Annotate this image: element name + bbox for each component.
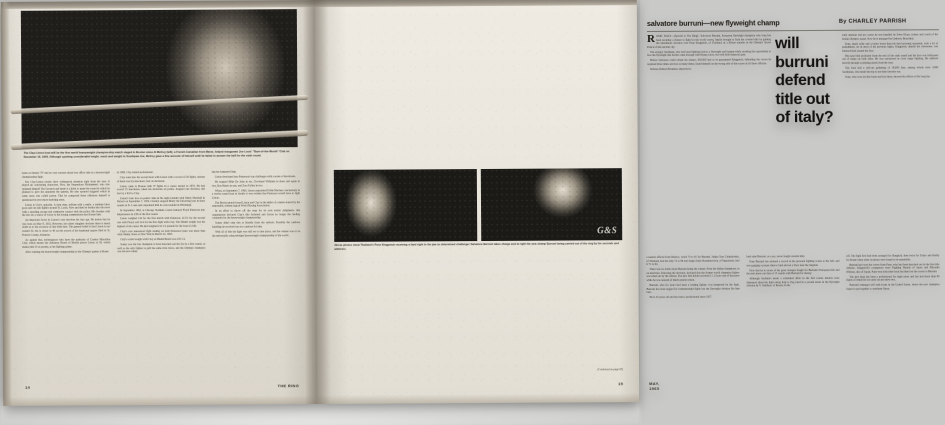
right-page-number: 15 xyxy=(618,381,624,387)
right-bottom-column-2 xyxy=(746,255,840,374)
body-paragraph: Burruni's manager will seek bouts in the United States, where the new champion hopes to put together a consistent flurry. xyxy=(846,283,940,291)
body-paragraph: Pone, who won six title bouts and lost three, showed the effects of his long lay- xyxy=(845,74,931,79)
article-kicker: salvatore burruni—new flyweight champ xyxy=(646,18,780,28)
body-paragraph: arena on theatre TV and no vast concern about box office take in a heavyweight championship fight. xyxy=(21,171,110,179)
deck-line-5: of italy? xyxy=(775,108,834,127)
body-paragraph: ROME, ITALY—(Special to The Ring)—Salvatore Burruni, European flyweight champion who long has been awaiting a chance to fight for the world crown, finally brought to Italy the coveted title by gaining the unanimous decision over Pone Kingpetch, of Thailand, in a fifteen rounder in the Olympic Sports Palace of this ancient city. xyxy=(646,32,772,49)
photo-watermark: G&S xyxy=(597,225,618,236)
right-far-column xyxy=(842,33,939,146)
left-page-text-columns xyxy=(22,170,301,377)
left-footer-magazine-name: THE RING xyxy=(277,383,300,389)
body-paragraph: His nose bled profusely from the end of the sixth round and his face was ballooned out of shape on both sides. He was outclassed in close range fighting. He suffered heavily through a pressing attack from the start. xyxy=(842,53,939,65)
body-paragraph: Liston's lone loss on points came in his eight rounder with Marty Marshall in Detroit on September 7, 1954. Charley stopped Marty the following year in three rounds in St. Louis and outpointed him in a ten rounder in Pittsburgh. xyxy=(116,196,206,208)
right-lead-column xyxy=(647,34,772,147)
body-paragraph: Now that he is aware of his great changes fought for Burruni's European title and the next move out date of 15 rounds with Burruni for money. xyxy=(746,268,840,276)
body-paragraph: off. The fight first had been arranged for Bangkok, then twice for Tokyo and finally for Rome when other locations were found to be unsuitable. xyxy=(846,254,940,262)
right-page-far-column xyxy=(842,33,939,146)
body-paragraph: Clay's scaled weight with Clay at Miami Beach was 210 1/2. xyxy=(120,238,186,242)
deck-line-3: defend xyxy=(775,71,826,90)
body-paragraph: Clay went into the second bout with Liston with a record of 20 fights, sixteen of them won by knockout, four on decisions. xyxy=(116,175,205,183)
left-column-2 xyxy=(117,171,206,377)
left-page-number: 14 xyxy=(25,384,31,390)
body-paragraph: early amateur and pro career he was handled by Steve Klaus, trainer and coach of the Italian Olympic squad. Now he is managed by Umberto Branchini. xyxy=(841,33,938,41)
body-paragraph: Before Salvatore could obtain his chance, $50,000 had to be guaranteed Kingpetch, defending the crown he regained three times and lost as many times, found himself on the wrong side of the scores of all three officials. xyxy=(647,58,772,66)
body-paragraph: In September 1962, at Chicago Stadium, Liston battered Floyd Patterson into helplessness in 2:06 of the first round. xyxy=(117,208,206,216)
body-paragraph: Pone, much taller and a better boxer than his hard pressing opponent, took a lot of punishment. As in most of his previous fights, Kingpetch, despite his cleverness, was battered hard around the face. xyxy=(842,41,939,53)
left-column-1 xyxy=(22,171,111,377)
right-page xyxy=(315,0,940,404)
body-paragraph: He stopped Mike De John in six, Cleveland Williams in three and again in two, Roy Harris in one, and Zora Folley in two. xyxy=(211,180,300,188)
right-bottom-column-1 xyxy=(646,255,740,374)
body-paragraph: Liston developed into Patterson's top challenger with a series of knockouts. xyxy=(214,175,296,179)
body-paragraph: Sonny didn't take this at blandly from the setback. Possibly the cautious handling he received was too cautious for him. xyxy=(212,221,301,229)
left-bottom-edge xyxy=(3,395,317,406)
photo-grain xyxy=(21,9,298,149)
right-bottom-column-3 xyxy=(846,254,940,373)
right-photos-caption: Above photos show Thailand's Pone Kingpetch receiving a hard right to the jaw as determined challenger Salvatore Burruni takes charge and at right the new champ Burruni being carried out of the ring by his seconds and admirers. xyxy=(334,242,619,251)
clay-liston-ring-photo xyxy=(21,9,298,149)
body-paragraph: The bout had a sell-out gathering of 18,000 fans, among whom were 3,000 Sardinians, who made the trip to see their favorite son. xyxy=(842,66,939,74)
body-paragraph: The scrappy Sardinian, who had been fighting both as a flyweight and bantam while awaiting the opportunity to face the flyweight title holder came through with flying colors, but with little financial gain. xyxy=(647,50,772,58)
body-paragraph: With all of this the fight was still set to take place, and the winner was to be the universally acknowledged heavyweight championship of the world. xyxy=(212,230,301,238)
body-paragraph: The new king has been a professional for eight years and has had more than 90 fights of which he lost only six and drew two. xyxy=(846,274,940,283)
body-paragraph: When, on September 7, 1960, Liston outpointed Eddie Machen conclusively in a twelve round bout in Seattle it was evident that Patterson would have to fight Liston. xyxy=(211,188,300,200)
right-page-text-columns xyxy=(646,254,941,374)
left-photo-caption: The Clay-Liston bout will be the first world heavyweight championship match staged in Boston since Al McCoy (left), a French-Canadian from Maine, helped inaugurate Joe Louis' "Bum-of-the-Month" Club on December 16, 1940. Although spotting considerable height, reach and weight to Southpaw Joe, McCoy gave a fine account of himself until he failed to answer the bell for the sixth round. xyxy=(23,150,290,159)
burruni-carried-from-ring-photo xyxy=(481,168,622,241)
right-page-lead-column xyxy=(647,34,772,147)
headline-rule xyxy=(647,29,939,32)
body-paragraph: Sonny was the last champion to have knocked out his foe in a first round, as well as the only fighter to pull the same trick twice, and the Olympic champion was the new talent. xyxy=(117,242,206,254)
article-deck-headline xyxy=(775,35,842,128)
body-paragraph: After winning the heavyweight championship in the Olympic games at Rome xyxy=(25,250,109,254)
body-paragraph: An important factor in Liston's case involves his true age. He insists that he was born on May 8, 1932. However, his oldest daughter declares there is much doubt as to the accuracy of that birth date. The general belief is that Liston is not around 32, but is closer to 40 on the record of his baptismal papers filed in St. Francis County, Arkansas. xyxy=(22,218,111,237)
deck-line-1: will xyxy=(774,35,800,53)
left-page xyxy=(1,0,317,406)
page-top-binding-strip xyxy=(1,0,315,9)
body-paragraph: a neutral official from Mexico, voted 74 to 61 for Burruni. Judge Chas Chiakaloskis, of Thailand, had the tally 72 to 68 and Judge Zeljic Bozimirovitch, of Yugoslavia, had it 71 to 64. xyxy=(646,255,740,267)
body-paragraph: In an effort to throw off the onus for its own erratic judgments, this organization declared Clay's title forfeited and Liston no longer the leading contender for the heavyweight championship. xyxy=(212,209,301,221)
left-spine-shadow xyxy=(1,2,12,406)
body-paragraph: Burruni had won the crown from Pone, who had been knocked out in the first title defense. Kingpetch's conquerors were Fighting Harada of Japan and Hiroyuki Ebihara, also of Japan. Pone won both titles back but then lost the crown to Burruni. xyxy=(846,262,940,274)
body-paragraph: land saint Burruni, as a pro, never fought outside Italy. xyxy=(746,255,805,259)
photo-grain xyxy=(334,169,477,242)
magazine-spread xyxy=(1,0,940,406)
body-paragraph: Liston weighed 214 for the first match with Patterson, 215% for the second one with Floyd, and 214 for the first fight with Clay. The Miami weight was the highest of his career. He had weighed 212 1/2 pounds for the bout at 2:06. xyxy=(117,217,206,228)
body-paragraph: He is 32 years old and has been a professional since 1957. xyxy=(649,295,713,300)
body-paragraph: in 1960, Clay turned professional. xyxy=(116,171,154,175)
body-paragraph: The Clay-Liston rivalry drew widespread attention right from the start. It played up contrasting characters. First, the Stupendous Mohammed, who also renamed himself The Greatest and made it a habit to name the round in which he planned to give his opponent the quietus. He also spouted doggerel which in some areas was called poetry. That he composed these effusions himself is questioned in ever more doubting areas. xyxy=(21,179,110,202)
body-paragraph: Burruni, who for years had been a leading fighter, was hampered by the fight. Burruni has been tagged for bantamweight fights but the flyweight division fits him best. xyxy=(646,283,740,295)
body-paragraph: ing has hampered him. xyxy=(211,170,237,174)
right-page-top-binding-strip xyxy=(315,0,637,7)
kingpetch-burruni-action-photo xyxy=(334,169,477,242)
body-paragraph: The Boston match found Liston and Clay in the midst of a melee started by the suspended, seldom logical World Boxing Association. xyxy=(212,200,301,208)
left-column-3 xyxy=(212,170,301,376)
continued-note: (Continued on page 63) xyxy=(597,368,624,372)
right-footer-issue-date: MAY, 1965 xyxy=(649,380,660,391)
deck-line-2: burruni xyxy=(775,53,829,71)
body-paragraph: Liston is Clay's opposite. A dour man, seldom with a smile, a onetime labor goon and cut-rate fighter around St. Louis. Now and then he breaks into the news with a speeding escape and combative contact with the police. His brushes with the law are a source of worry to the boxing commissions that license him. xyxy=(22,202,111,218)
body-paragraph: Although Sardinia's made a scheduled affair in the first round, matters were dismayed about the light rating Italy is flag rated in a second series in the flyweight division by V. Sidelkov, of Russia. In his xyxy=(746,276,840,288)
body-paragraph: As against that, investigators who have the authority of Cassius Marcellus Clay, which means the Arkansas Board of Health places Liston at 30, which makes him 33 at present, at his fighting prime. xyxy=(22,237,111,249)
body-paragraph: Liston came to Boston with 37 fights in a career started in 1953. He had scored 25 knockouts, taken ten decisions on points, dropped one decision, and lost by a KO to Clay. xyxy=(116,184,205,195)
body-paragraph: Pone Burruni has attained a record in his personal fighting scales at the bell, and was gauging a proper time to land and set a blow near the ringside. xyxy=(746,259,840,267)
body-paragraph: There was no doubt about Burruni being the winner. Even the Italian champions, in an interview following the decision, declared that the former world champion fighter was ruled out by the referee. The new title holder received 11 1/2 per cent of the purse while he was assured of much greater return. xyxy=(646,267,740,282)
body-paragraph: Clay's own announced fight trading on both Patterson bouts was more than what Jimmy Jones as New York in March 12, 1963. xyxy=(117,229,206,237)
body-paragraph: Referee Ramon Berumen, imported to xyxy=(650,67,692,71)
deck-line-4: title out xyxy=(775,90,830,108)
article-byline: By CHARLEY PARRISH xyxy=(838,18,907,25)
